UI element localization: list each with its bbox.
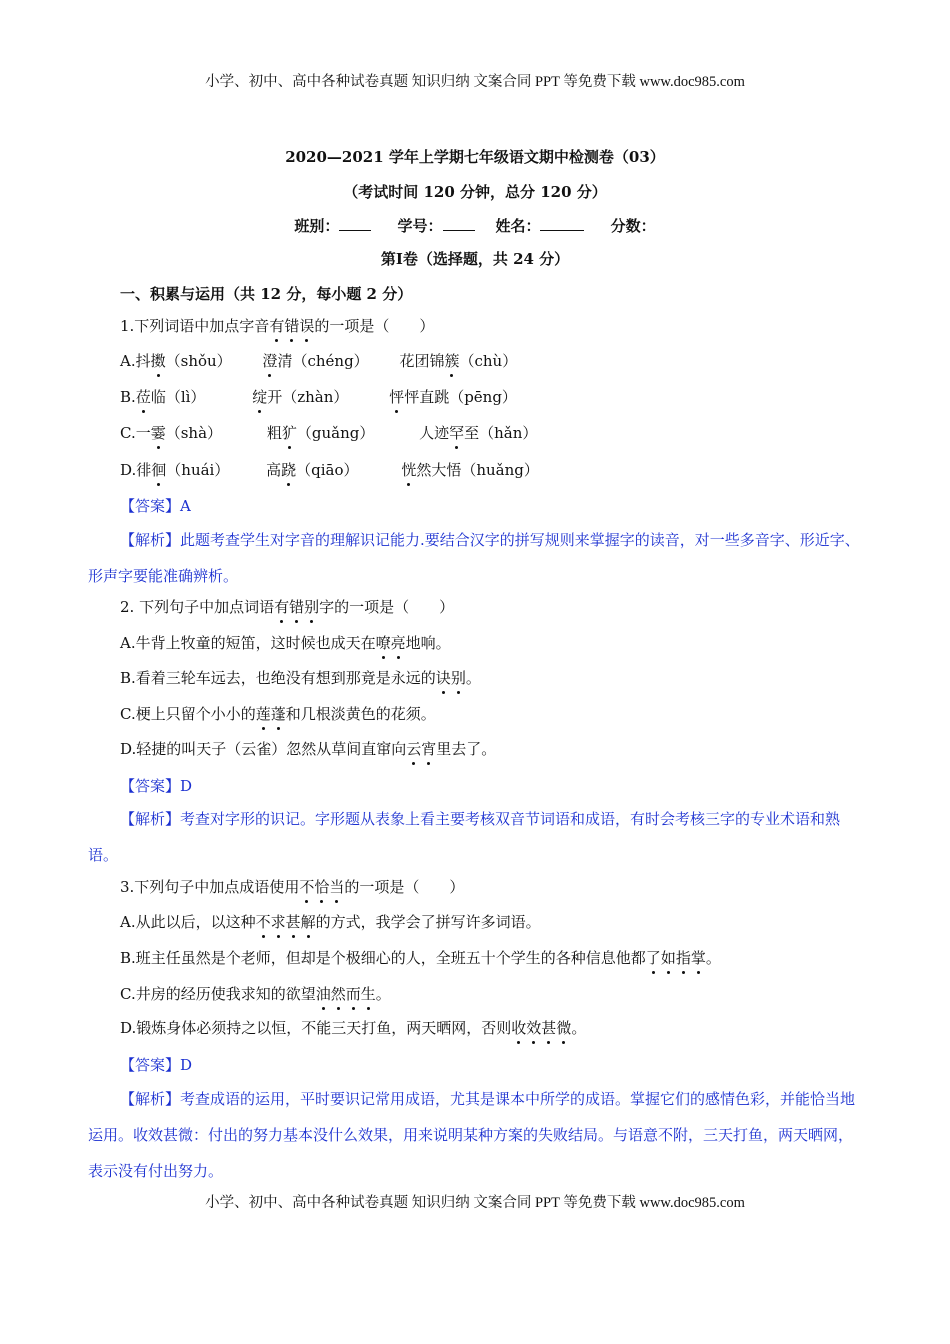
- question-2-option-b[interactable]: B.看着三轮车远去，也绝没有想到那竟是永远的诀别。: [120, 669, 481, 687]
- question-1-explanation: 【解析】此题考查学生对字音的理解识记能力.要结合汉字的拼写规则来掌握字的读音，对一些多音字、形近字、形声字要能准确辨析。: [88, 531, 860, 585]
- question-3-answer: 【答案】D: [120, 1056, 193, 1074]
- class-blank[interactable]: [339, 216, 371, 231]
- question-2-option-c[interactable]: C.梗上只留个小小的莲蓬和几根淡黄色的花须。: [120, 705, 436, 723]
- question-2-answer: 【答案】D: [120, 777, 193, 795]
- section-heading: 一、积累与运用（共 12 分，每小题 2 分）: [120, 285, 413, 303]
- question-1-answer: 【答案】A: [120, 497, 191, 515]
- exam-subtitle: （考试时间 120 分钟，总分 120 分）: [343, 183, 607, 201]
- question-2-option-d[interactable]: D.轻捷的叫天子（云雀）忽然从草间直窜向云宵里去了。: [120, 740, 497, 758]
- emphasis-text: 有错别: [274, 598, 320, 616]
- question-2-option-a[interactable]: A.牛背上牧童的短笛，这时候也成天在嘹亮地响。: [120, 634, 451, 652]
- exam-title: 2020—2021 学年上学期七年级语文期中检测卷（03）: [285, 148, 665, 166]
- emphasis-text: 不恰当: [299, 878, 345, 896]
- name-blank[interactable]: [540, 216, 584, 231]
- question-2-explanation: 【解析】考查对字形的识记。字形题从表象上看主要考核双音节词语和成语，有时会考核三字的专业术语和熟语。: [88, 810, 841, 864]
- emphasis-text: 有错误: [269, 317, 315, 335]
- question-3-option-d[interactable]: D.锻炼身体必须持之以恒，不能三天打鱼，两天晒网，否则收效甚微。: [120, 1019, 587, 1037]
- question-3-explanation: 【解析】考查成语的运用，平时要识记常用成语，尤其是课本中所学的成语。掌握它们的感情色彩，并能恰当地运用。收效甚微：付出的努力基本没什么效果，用来说明某种方案的失败结局。与语意不附，三天打鱼，两天晒网，表示没有付出努力。: [88, 1090, 856, 1180]
- id-blank[interactable]: [443, 216, 475, 231]
- name-label: 姓名：: [495, 217, 541, 235]
- page-footer: 小学、初中、高中各种试卷真题 知识归纳 文案合同 PPT 等免费下载 www.doc985.com: [205, 1195, 745, 1211]
- score-label: 分数：: [610, 217, 656, 235]
- question-3-option-c[interactable]: C.井房的经历使我求知的欲望油然而生。: [120, 985, 391, 1003]
- id-label: 学号：: [397, 217, 443, 235]
- question-3-option-a[interactable]: A.从此以后，以这种不求甚解的方式，我学会了拼写许多词语。: [120, 913, 541, 931]
- page-header: 小学、初中、高中各种试卷真题 知识归纳 文案合同 PPT 等免费下载 www.doc985.com: [205, 74, 745, 90]
- question-1-option-c[interactable]: C.一霎（shà） 粗犷（guǎng） 人迹罕至（hǎn）: [120, 424, 538, 442]
- question-2-stem: 2. 下列句子中加点词语有错别字的一项是（ ）: [120, 598, 455, 616]
- question-3-stem: 3.下列句子中加点成语使用不恰当的一项是（ ）: [120, 878, 465, 896]
- question-1-option-b[interactable]: B.莅临（lì） 绽开（zhàn） 怦怦直跳（pēng）: [120, 388, 517, 406]
- question-3-option-b[interactable]: B.班主任虽然是个老师，但却是个极细心的人，全班五十个学生的各种信息他都了如指掌。: [120, 949, 721, 967]
- volume-heading: 第Ⅰ卷（选择题，共 24 分）: [380, 250, 570, 268]
- question-1-stem: 1.下列词语中加点字音有错误的一项是（ ）: [120, 317, 435, 335]
- question-1-option-a[interactable]: A.抖擞（shǒu） 澄清（chéng） 花团锦簇（chù）: [120, 352, 518, 370]
- class-label: 班别：: [294, 217, 340, 235]
- student-info: [0, 215, 950, 236]
- question-1-option-d[interactable]: D.徘徊（huái） 高跷（qiāo） 恍然大悟（huǎng）: [120, 461, 539, 479]
